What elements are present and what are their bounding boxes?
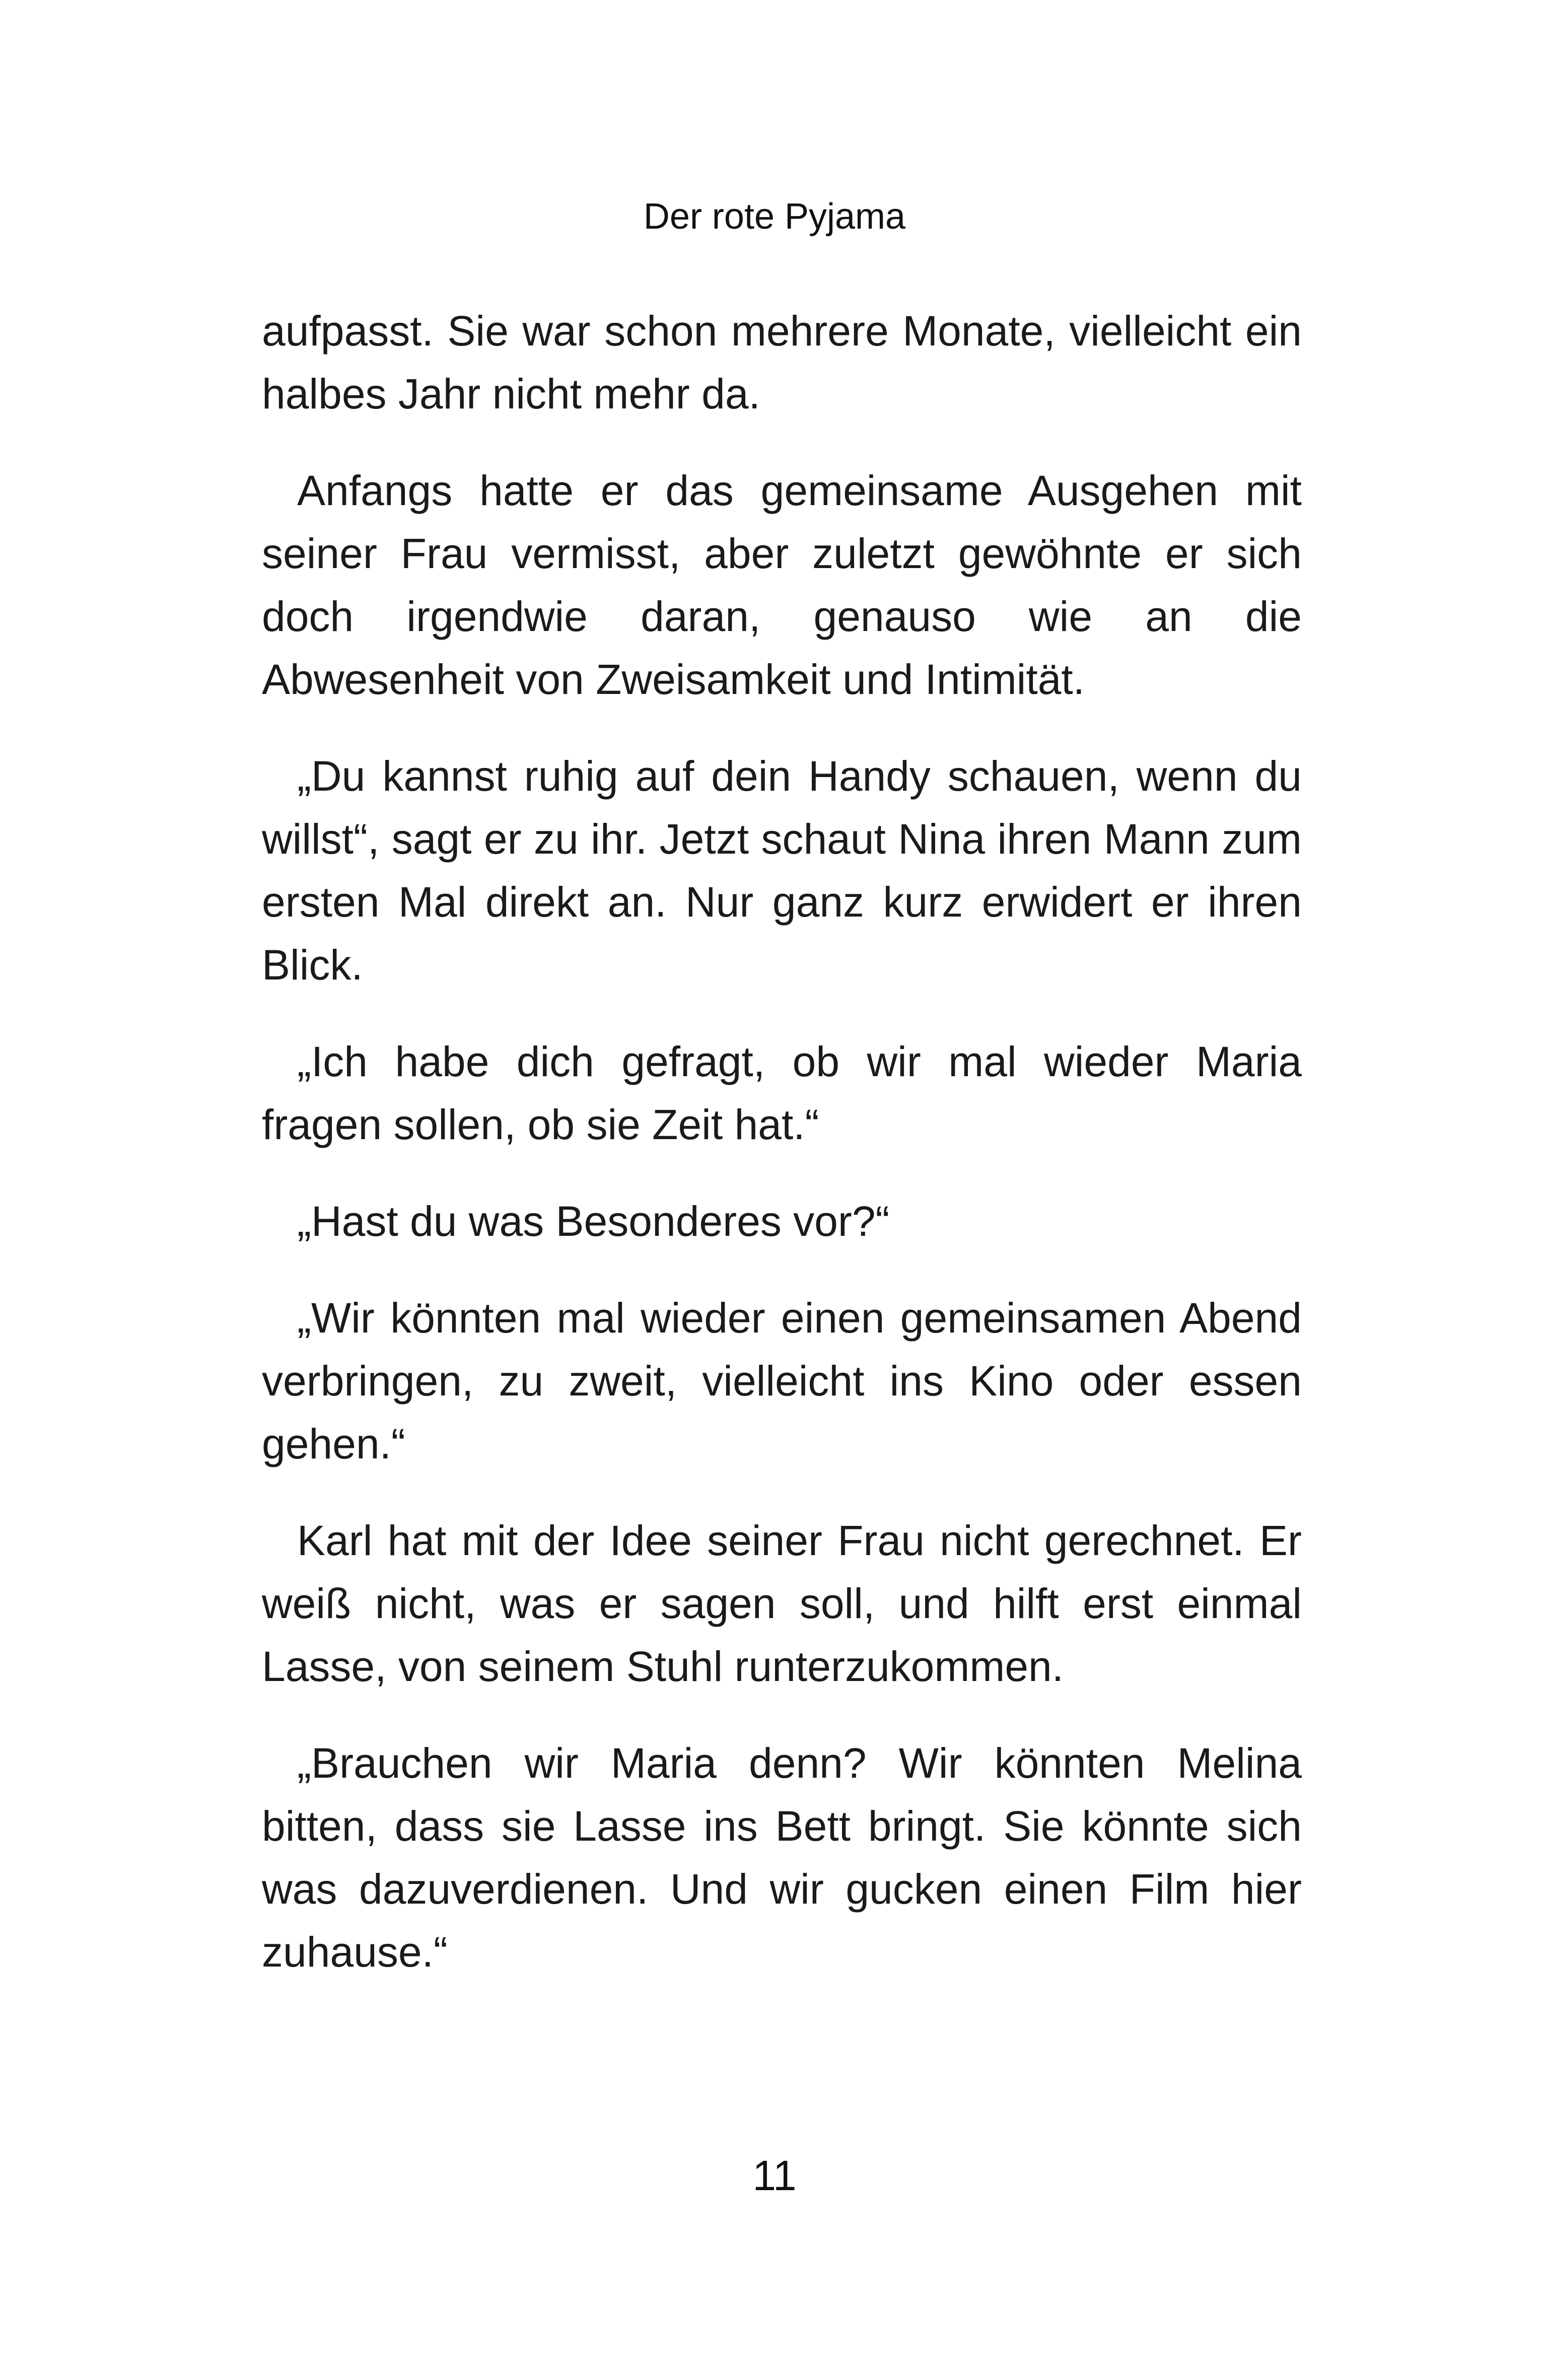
- paragraph: Karl hat mit der Idee seiner Frau nicht gerechnet. Er weiß nicht, was er sagen soll, und hilft erst einmal Lasse, von seinem Stuhl runterzukommen.: [262, 1517, 1302, 1690]
- paragraph: aufpasst. Sie war schon mehrere Monate, vielleicht ein halbes Jahr nicht mehr da.: [262, 307, 1302, 417]
- paragraph: „Wir könnten mal wieder einen gemeinsamen Abend verbringen, zu zweit, vielleicht ins Kino oder essen gehen.“: [262, 1294, 1302, 1467]
- body-text: [262, 300, 1302, 2017]
- paragraph: „Hast du was Besonderes vor?“: [297, 1198, 890, 1245]
- paragraph: „Ich habe dich gefragt, ob wir mal wieder Maria fragen sollen, ob sie Zeit hat.“: [262, 1038, 1302, 1148]
- page-number: 11: [752, 2152, 797, 2199]
- running-header: Der rote Pyjama: [643, 196, 906, 237]
- paragraph: „Brauchen wir Maria denn? Wir könnten Melina bitten, dass sie Lasse ins Bett bringt. Sie könnte sich was dazuverdienen. Und wir gucken einen Film hier zuhause.“: [262, 1739, 1302, 1976]
- paragraph: Anfangs hatte er das gemeinsame Ausgehen mit seiner Frau vermisst, aber zuletzt gewöhnte er sich doch irgendwie daran, genauso wie an die Abwesenheit von Zweisamkeit und Intimität.: [262, 467, 1302, 703]
- paragraph: „Du kannst ruhig auf dein Handy schauen, wenn du willst“, sagt er zu ihr. Jetzt schaut Nina ihren Mann zum ersten Mal direkt an. Nur ganz kurz erwidert er ihren Blick.: [262, 752, 1302, 989]
